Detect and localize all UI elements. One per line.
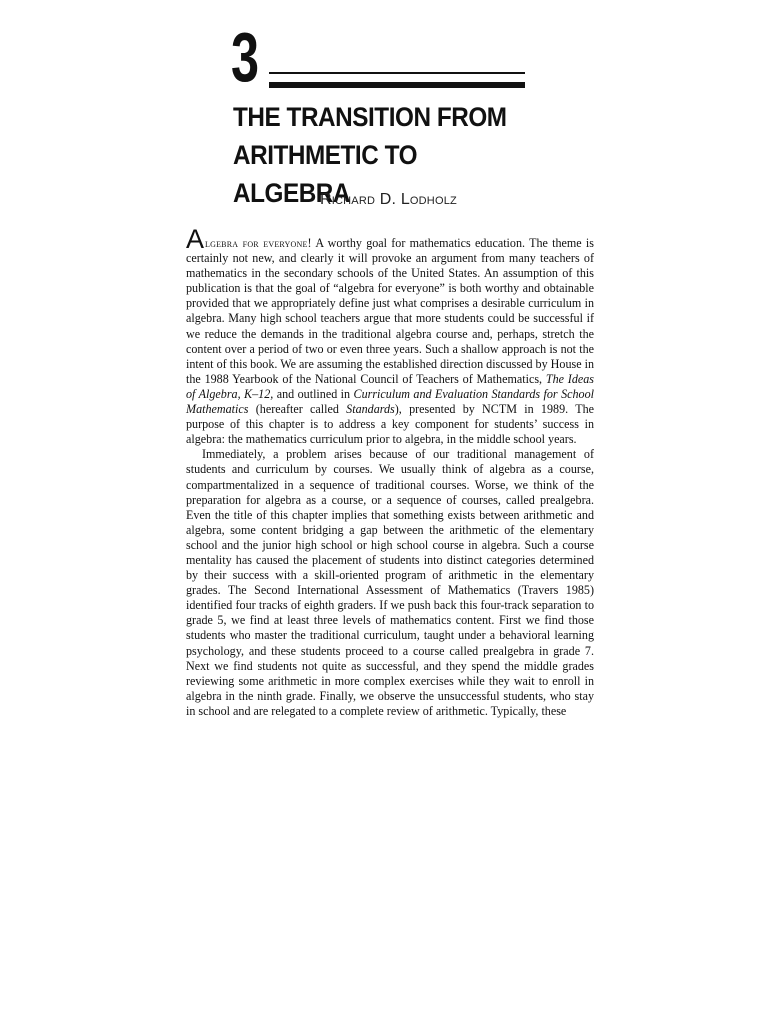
- chapter-title-line-2: ARITHMETIC TO ALGEBRA: [233, 140, 418, 208]
- citation-ideas-of-algebra: The Ideas of Algebra, K–12,: [186, 371, 595, 401]
- paragraph-1-text-d: ), presented by NCTM in 1989. The purpose of this chapter is to address a key component for students’ success in algebra: the mathematics curriculum prior to algebra, in the middle school years.: [186, 402, 594, 447]
- paragraph-1: [186, 224, 595, 447]
- paragraph-2: Immediately, a problem arises because of our traditional management of students and curriculum by courses. We usually think of algebra as a course, compartmentalized in a sequence of traditional courses. Worse, we think of the preparation for algebra as a course, or a sequence of courses, called prealgebra. Even the title of this chapter implies that something exists between arithmetic and algebra, some content bridging a gap between the arithmetic of the elementary school and the junior high school or high school course in algebra. Such a course mentality has caused the placement of students into distinct categories determined by their success with a skill-oriented program of arithmetic in the elementary grades. The Second International Assessment of Mathematics (Travers 1985) identified four tracks of eighth graders. If we push back this four-track separation to grade 5, we find at least three levels of mathematics content. First we find those students who master the traditional curriculum, taught under a behavioral learning psychology, and these students proceed to a course called prealgebra in grade 7. Next we find students not quite as successful, and they spend the middle grades reviewing some arithmetic in more complex exercises while they wait to enroll in algebra in the ninth grade. Finally, we observe the unsuccessful students, who stay in school and are relegated to a complete review of arithmetic. Typically, these: [186, 447, 594, 718]
- paragraph-1-text-c: (hereafter called: [248, 402, 347, 417]
- author-name: Richard D. Lodholz: [320, 191, 457, 208]
- chapter-body: [186, 224, 595, 719]
- citation-standards-short: Standards: [346, 402, 395, 417]
- paragraph-1-text-b: and outlined in: [273, 386, 354, 401]
- drop-cap: A: [186, 224, 205, 254]
- paragraph-1-text-a: A worthy goal for mathematics education. The theme is certainly not new, and clearly it will provoke an argument from many teachers of mathematics in the secondary schools of the United States. An assumption of this publication is that the goal of “algebra for everyone” is both worthy and obtainable provided that we appropriately define just what comprises a desirable curriculum in algebra. Many high school teachers argue that more students could be successful if we reduce the demands in the traditional algebra course and, perhaps, stretch the content over a period of two or even three years. Such a shallow approach is not the intent of this book. We are assuming the established direction discussed by House in the 1988 Yearbook of the National Council of Teachers of Mathematics,: [186, 236, 594, 386]
- lead-in-small-caps: lgebra for everyone!: [205, 236, 312, 250]
- citation-curriculum-standards: Curriculum and Evaluation Standards for School Mathematics: [186, 386, 594, 417]
- chapter-header: [231, 18, 527, 96]
- header-rule-thin: [269, 72, 525, 74]
- header-rule-thick: [269, 82, 525, 88]
- chapter-number: 3: [231, 18, 258, 96]
- chapter-title-line-1: THE TRANSITION FROM: [233, 102, 507, 132]
